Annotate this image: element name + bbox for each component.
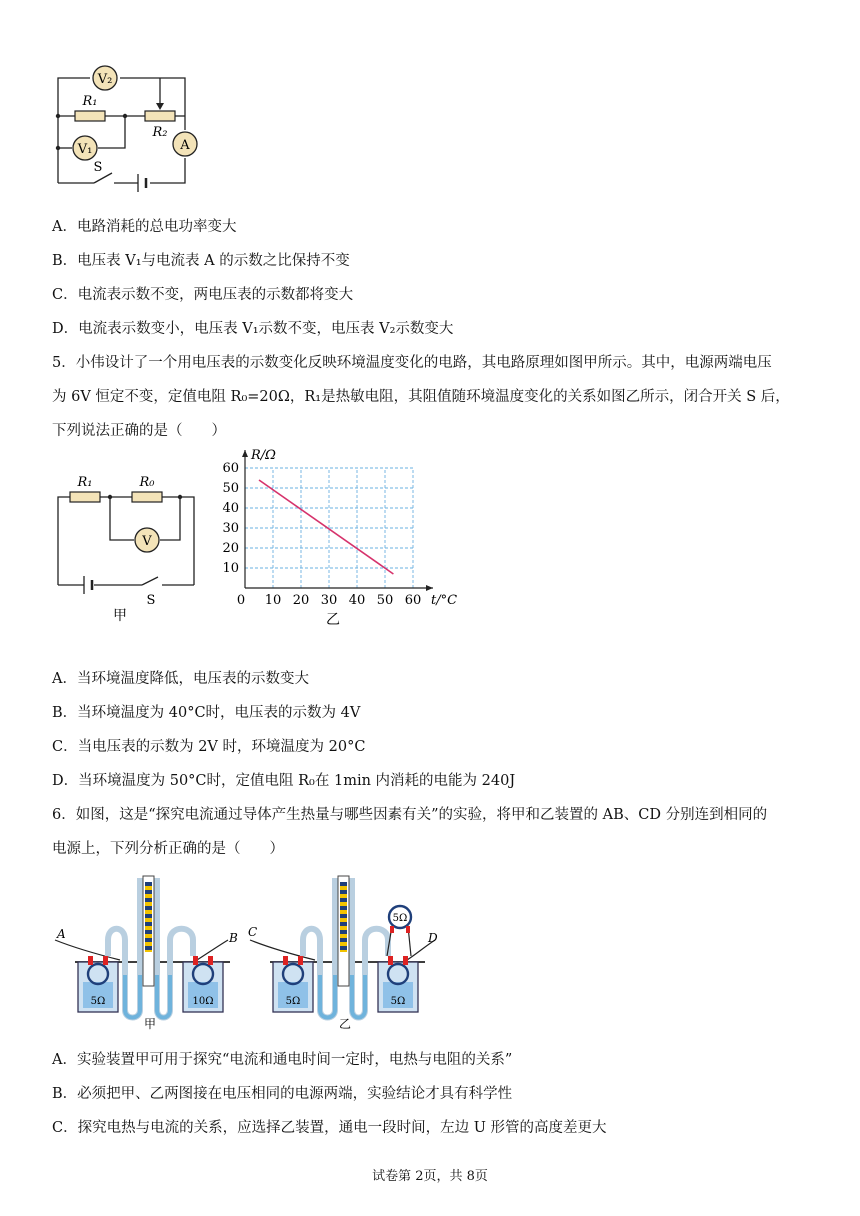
q6-terminal-a-label: A	[57, 927, 66, 941]
q5-stem-line-3: 下列说法正确的是（ ）	[52, 423, 226, 439]
y-tick-label: 50	[222, 481, 239, 496]
x-axis-arrow-icon	[426, 585, 433, 591]
page-footer: 试卷第 2页，共 8页	[372, 1169, 488, 1184]
x-tick-label: 0	[236, 593, 246, 608]
q4-option-b: B．电压表 V₁与电流表 A 的示数之比保持不变	[52, 253, 350, 269]
q6-terminal-d-label: D	[428, 931, 438, 945]
q6-terminal-c-label: C	[248, 925, 258, 939]
q6-yi-left-resistor-label: 5Ω	[285, 996, 301, 1007]
q5-option-c: C．当电压表的示数为 2V 时，环境温度为 20°C	[52, 739, 366, 755]
q6-option-c: C．探究电热与电流的关系，应选择乙装置，通电一段时间，左边 U 形管的高度差更大	[52, 1120, 607, 1136]
q5-s-label: S	[146, 593, 156, 608]
series-line-0	[259, 480, 393, 574]
q6-stem-line-2: 电源上，下列分析正确的是（ ）	[52, 841, 284, 857]
x-tick-label: 60	[404, 593, 422, 608]
x-tick-label: 40	[348, 593, 366, 608]
q4-v1-label: V₁	[77, 142, 93, 157]
q4-r1-label: R₁	[82, 94, 98, 109]
q6-yi-top-resistor-label: 5Ω	[392, 913, 408, 924]
x-tick-label: 20	[292, 593, 310, 608]
x-tick-label: 30	[320, 593, 338, 608]
q5-option-d: D．当环境温度为 50°C时，定值电阻 R₀在 1min 内消耗的电能为 240J	[52, 773, 516, 789]
q6-apparatus-figure	[45, 870, 445, 1035]
q4-option-d: D．电流表示数变小，电压表 V₁示数不变，电压表 V₂示数变大	[52, 321, 454, 337]
q4-a-label: A	[180, 138, 190, 153]
q4-option-a: A．电路消耗的总电功率变大	[52, 219, 237, 235]
y-tick-label: 60	[222, 461, 239, 476]
q6-caption-yi: 乙	[338, 1017, 352, 1031]
q5-r0-label: R₀	[139, 475, 155, 490]
q6-yi-right-resistor-label: 5Ω	[390, 996, 406, 1007]
q5-option-a: A．当环境温度降低，电压表的示数变大	[52, 671, 309, 687]
q6-jia-left-resistor-label: 5Ω	[90, 996, 106, 1007]
q6-caption-jia: 甲	[143, 1017, 157, 1031]
q4-s-label: S	[93, 160, 103, 175]
chart-axes	[242, 450, 433, 591]
q4-v2-label: V₂	[97, 72, 113, 87]
chart-ticks	[222, 461, 421, 608]
chart-x-axis-label: t/°C	[431, 593, 458, 608]
q5-stem-line-1: 5．小伟设计了一个用电压表的示数变化反映环境温度变化的电路，其电路原理如图甲所示。其中，电源两端电压	[52, 355, 772, 371]
q6-stem-line-1: 6．如图，这是“探究电流通过导体产生热量与哪些因素有关”的实验，将甲和乙装置的 AB、CD 分别连到相同的	[52, 807, 768, 823]
q6-jia-right-resistor-label: 10Ω	[192, 996, 214, 1007]
y-tick-label: 40	[222, 501, 239, 516]
q6-option-b: B．必须把甲、乙两图接在电压相同的电源两端，实验结论才具有科学性	[52, 1086, 513, 1102]
q4-option-c: C．电流表示数不变，两电压表的示数都将变大	[52, 287, 354, 303]
x-tick-label: 10	[264, 593, 282, 608]
chart-caption: 乙	[326, 612, 340, 628]
q5-stem-line-2: 为 6V 恒定不变，定值电阻 R₀=20Ω，R₁是热敏电阻，其阻值随环境温度变化的关系如图乙所示，闭合开关 S 后，	[52, 389, 790, 405]
y-tick-label: 20	[222, 541, 239, 556]
q5-circuit-caption: 甲	[113, 608, 127, 624]
chart-series	[259, 480, 393, 574]
apparatus-yi	[250, 876, 435, 1018]
q5-r1-label: R₁	[77, 475, 93, 490]
q4-r2-label: R₂	[152, 125, 168, 140]
q4-circuit-diagram	[50, 58, 210, 193]
q6-option-a: A．实验装置甲可用于探究“电流和通电时间一定时，电热与电阻的关系”	[52, 1052, 513, 1068]
q5-resistance-temperature-chart	[215, 440, 465, 630]
y-axis-arrow-icon	[242, 450, 248, 457]
y-tick-label: 30	[222, 521, 239, 536]
q6-terminal-b-label: B	[229, 931, 238, 945]
x-tick-label: 50	[376, 593, 394, 608]
q5-circuit-diagram	[52, 470, 212, 630]
q5-v-label: V	[142, 534, 152, 549]
chart-y-axis-label: R/Ω	[251, 448, 276, 463]
y-tick-label: 10	[222, 561, 239, 576]
q5-option-b: B．当环境温度为 40°C时，电压表的示数为 4V	[52, 705, 361, 721]
